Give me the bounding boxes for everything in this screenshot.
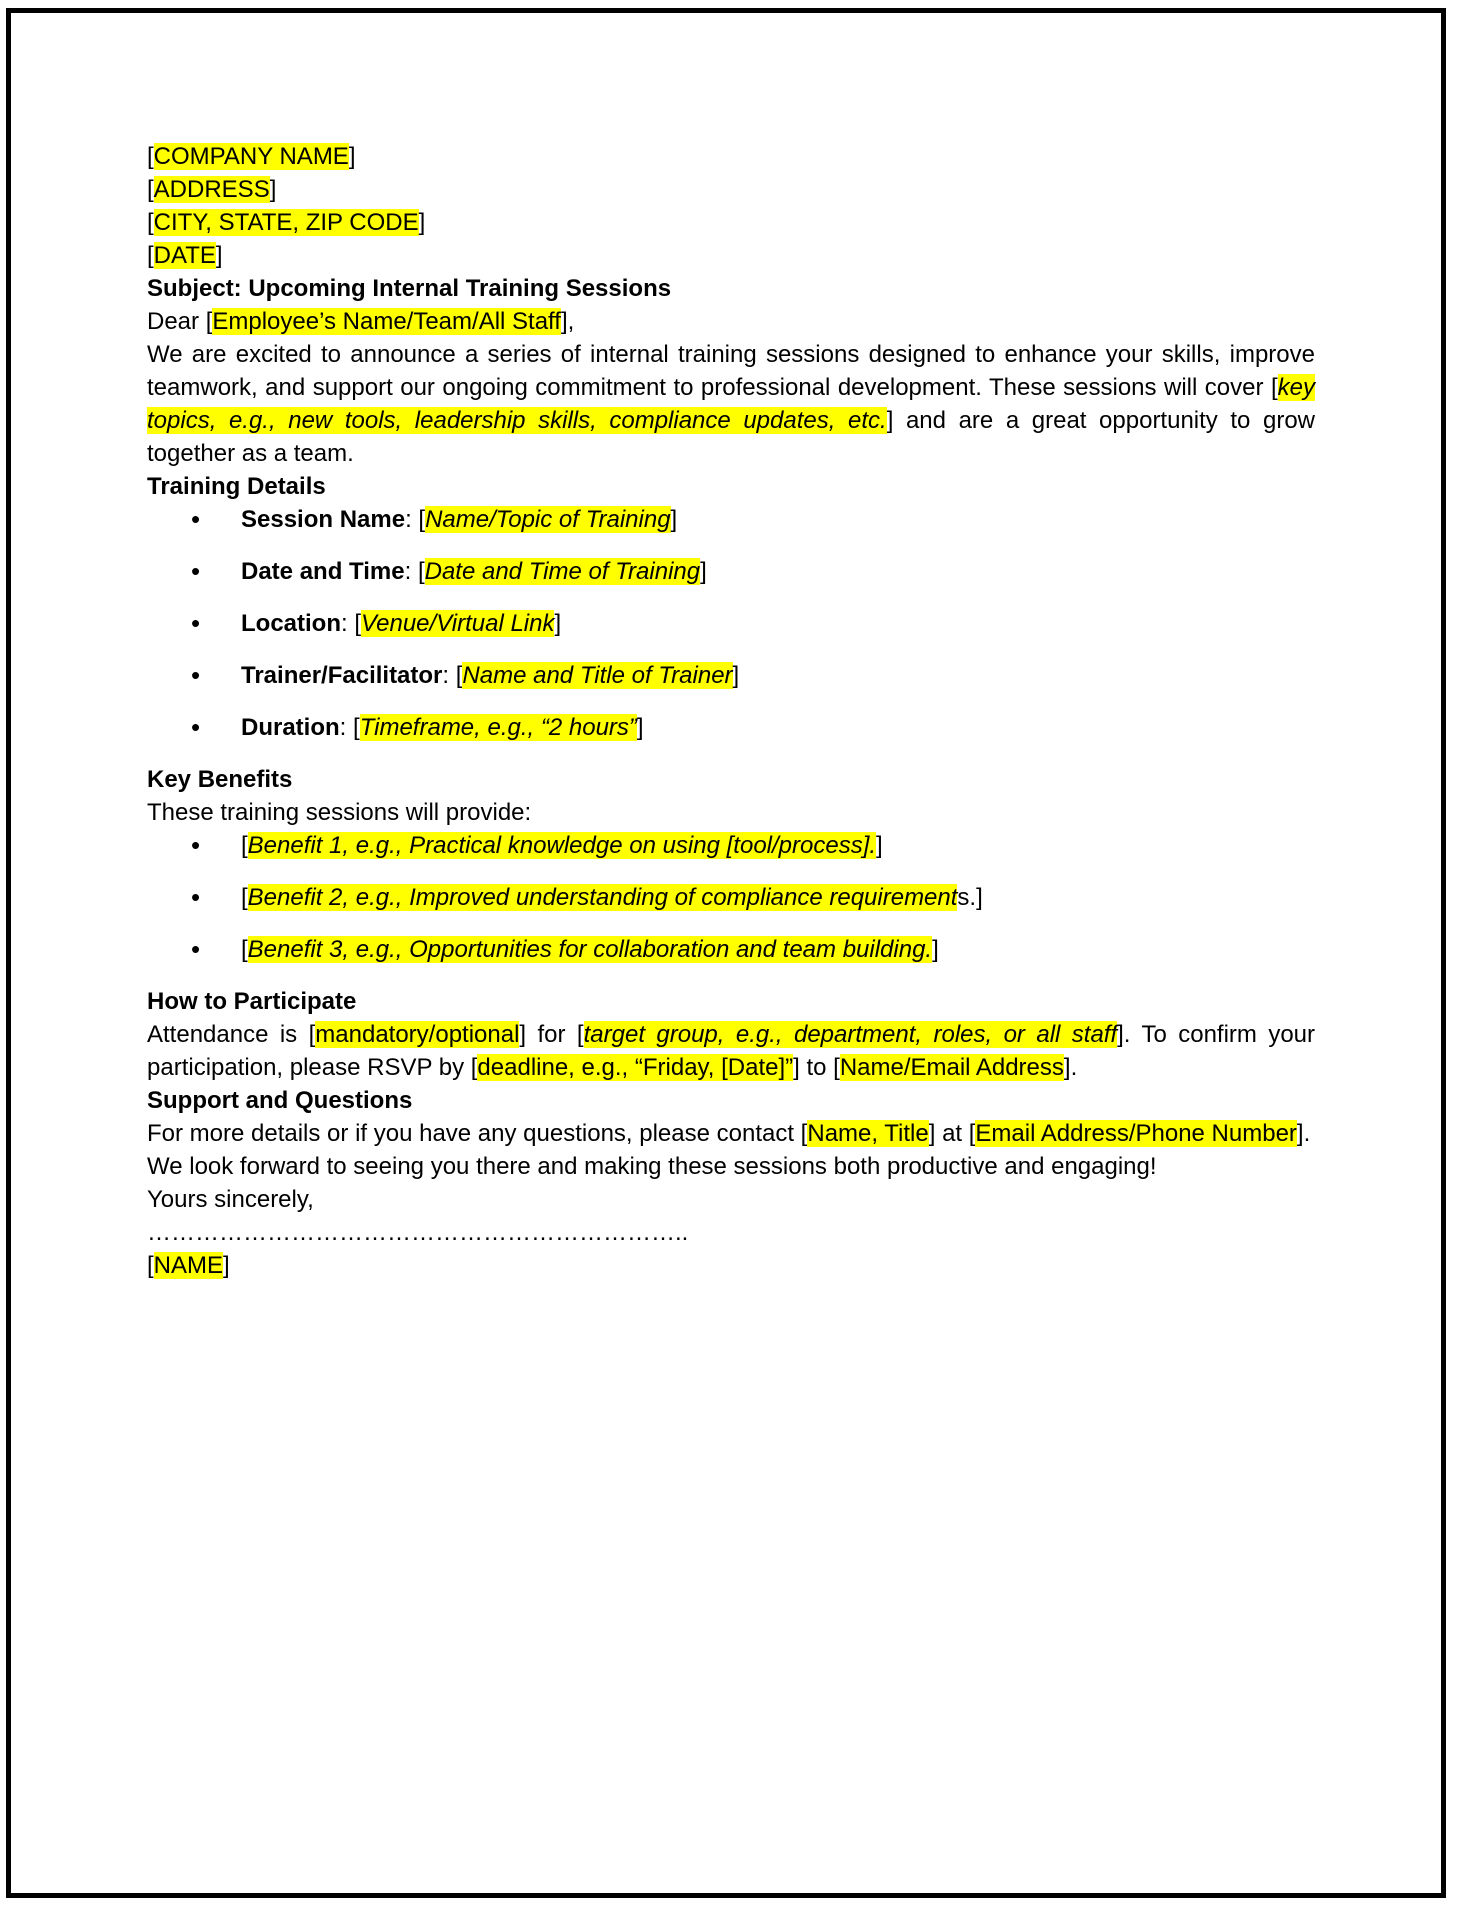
date-time-placeholder[interactable]: Date and Time of Training: [424, 558, 701, 585]
greeting: Dear [Employee’s Name/Team/All Staff],: [147, 308, 575, 335]
bullet-icon: •: [191, 830, 201, 860]
participate-heading: How to Participate: [147, 988, 357, 1015]
date-placeholder[interactable]: DATE: [153, 242, 216, 269]
support-heading: Support and Questions: [147, 1087, 413, 1114]
list-item: • Location: [Venue/Virtual Link]: [191, 608, 562, 638]
address-line: [ADDRESS]: [147, 176, 277, 203]
list-item: • [Benefit 2, e.g., Improved understanding of compliance requirements.]: [191, 882, 983, 912]
signer-name-placeholder[interactable]: NAME: [153, 1252, 224, 1279]
list-item: • Duration: [Timeframe, e.g., “2 hours”]: [191, 712, 644, 742]
city-state-zip-line: [CITY, STATE, ZIP CODE]: [147, 209, 426, 236]
list-item: • [Benefit 3, e.g., Opportunities for collaboration and team building.]: [191, 934, 939, 964]
location-placeholder[interactable]: Venue/Virtual Link: [361, 610, 555, 637]
training-details-list: [147, 503, 1315, 744]
date-line: [DATE]: [147, 242, 223, 269]
list-item: • Trainer/Facilitator: [Name and Title of Trainer]: [191, 660, 740, 690]
list-item: • Session Name: [Name/Topic of Training]: [191, 504, 678, 534]
recipient-placeholder[interactable]: Employee’s Name/Team/All Staff: [212, 308, 561, 335]
participate-paragraph: Attendance is [mandatory/optional] for [target group, e.g., department, roles, or all staff]. To confirm your participation, please RSVP by [deadline, e.g., “Friday, [Date]”] to [Name/Email Address].: [147, 1021, 1316, 1081]
bullet-icon: •: [191, 556, 201, 586]
company-name-placeholder[interactable]: COMPANY NAME: [153, 143, 349, 170]
city-state-zip-placeholder[interactable]: CITY, STATE, ZIP CODE: [153, 209, 419, 236]
sign-off: Yours sincerely,: [147, 1186, 314, 1213]
attendance-placeholder[interactable]: mandatory/optional: [315, 1021, 520, 1048]
support-contact-placeholder[interactable]: Name, Title: [807, 1120, 929, 1147]
benefit-3-placeholder[interactable]: Benefit 3, e.g., Opportunities for collaboration and team building.: [247, 936, 933, 963]
address-placeholder[interactable]: ADDRESS: [153, 176, 270, 203]
target-group-placeholder[interactable]: target group, e.g., department, roles, or all staff: [583, 1021, 1118, 1048]
list-item: • [Benefit 1, e.g., Practical knowledge on using [tool/process].]: [191, 830, 883, 860]
bullet-icon: •: [191, 712, 201, 742]
duration-placeholder[interactable]: Timeframe, e.g., “2 hours”: [359, 714, 637, 741]
training-details-heading: Training Details: [147, 473, 326, 500]
closing-line: We look forward to seeing you there and making these sessions both productive and engaging!: [147, 1153, 1157, 1180]
signature-line: …………………………………………………………..: [147, 1219, 689, 1246]
company-name-line: [COMPANY NAME]: [147, 143, 356, 170]
subject-line: Subject: Upcoming Internal Training Sessions: [147, 275, 672, 302]
signer-line: [NAME]: [147, 1252, 230, 1279]
key-benefits-intro: These training sessions will provide:: [147, 799, 532, 826]
benefit-2-placeholder[interactable]: Benefit 2, e.g., Improved understanding of compliance requirement: [247, 884, 958, 911]
key-benefits-list: [147, 829, 1315, 966]
rsvp-contact-placeholder[interactable]: Name/Email Address: [839, 1054, 1064, 1081]
intro-paragraph: We are excited to announce a series of internal training sessions designed to enhance your skills, improve teamwork, and support our ongoing commitment to professional development. These sessions will cover [key topics, e.g., new tools, leadership skills, compliance updates, etc.] and are a great opportunity to grow together as a team.: [147, 341, 1316, 467]
session-name-placeholder[interactable]: Name/Topic of Training: [425, 506, 671, 533]
support-paragraph: For more details or if you have any questions, please contact [Name, Title] at [Email Address/Phone Number].: [147, 1120, 1311, 1147]
key-benefits-heading: Key Benefits: [147, 766, 293, 793]
bullet-icon: •: [191, 608, 201, 638]
email-phone-placeholder[interactable]: Email Address/Phone Number: [975, 1120, 1297, 1147]
list-item: • Date and Time: [Date and Time of Training]: [191, 556, 707, 586]
bullet-icon: •: [191, 934, 201, 964]
bullet-icon: •: [191, 660, 201, 690]
topics-placeholder[interactable]: key topics, e.g., new tools, leadership skills, compliance updates, etc.: [147, 374, 1315, 434]
bullet-icon: •: [191, 882, 201, 912]
trainer-placeholder[interactable]: Name and Title of Trainer: [462, 662, 733, 689]
deadline-placeholder[interactable]: deadline, e.g., “Friday, [Date]”: [477, 1054, 794, 1081]
benefit-1-placeholder[interactable]: Benefit 1, e.g., Practical knowledge on using [tool/process].: [247, 832, 877, 859]
letter-document: [147, 140, 1315, 1282]
bullet-icon: •: [191, 504, 201, 534]
